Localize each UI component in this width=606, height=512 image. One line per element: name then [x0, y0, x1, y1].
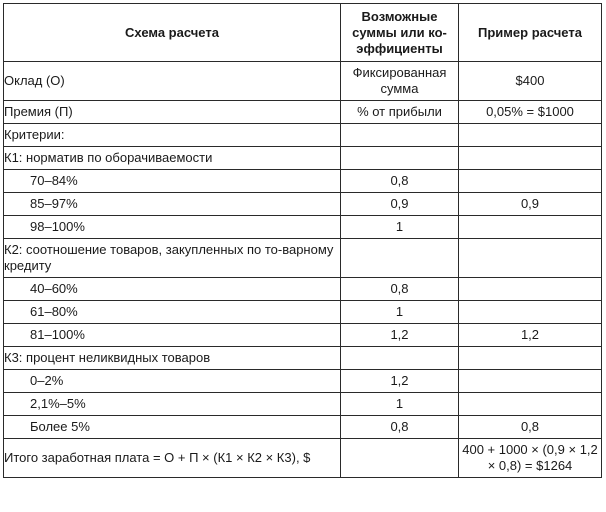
row-example-k3-0-2	[459, 370, 602, 393]
header-scheme: Схема расчета	[4, 4, 341, 62]
row-label-k1-98-100: 98–100%	[4, 216, 341, 239]
row-example-k2-40-60	[459, 278, 602, 301]
table-row	[4, 347, 602, 370]
row-possible-k3	[341, 347, 459, 370]
row-example-k1	[459, 147, 602, 170]
row-example-k1-70-84	[459, 170, 602, 193]
row-label-bonus: Премия (П)	[4, 101, 341, 124]
row-example-k1-85-97: 0,9	[459, 193, 602, 216]
row-possible-k2-81-100: 1,2	[341, 324, 459, 347]
table-row	[4, 147, 602, 170]
row-example-k2-81-100: 1,2	[459, 324, 602, 347]
row-example-k3-over-5: 0,8	[459, 416, 602, 439]
row-example-k2	[459, 239, 602, 278]
row-possible-k2	[341, 239, 459, 278]
row-label-k2: К2: соотношение товаров, закупленных по то-варному кредиту	[4, 239, 341, 278]
salary-calculation-table	[3, 3, 602, 478]
row-possible-k1-70-84: 0,8	[341, 170, 459, 193]
table-row	[4, 370, 602, 393]
row-possible-criteria	[341, 124, 459, 147]
row-example-criteria	[459, 124, 602, 147]
table-row	[4, 101, 602, 124]
header-possible: Возможные суммы или ко-эффициенты	[341, 4, 459, 62]
row-label-k1-85-97: 85–97%	[4, 193, 341, 216]
row-possible-salary: Фиксированная сумма	[341, 62, 459, 101]
table-row	[4, 278, 602, 301]
row-example-k1-98-100	[459, 216, 602, 239]
row-label-k2-40-60: 40–60%	[4, 278, 341, 301]
row-possible-k3-2-5: 1	[341, 393, 459, 416]
row-possible-k1	[341, 147, 459, 170]
row-label-criteria: Критерии:	[4, 124, 341, 147]
row-example-salary: $400	[459, 62, 602, 101]
row-label-k2-81-100: 81–100%	[4, 324, 341, 347]
row-label-k3-2-5: 2,1%–5%	[4, 393, 341, 416]
row-label-salary: Оклад (О)	[4, 62, 341, 101]
table-row	[4, 393, 602, 416]
table-row	[4, 170, 602, 193]
table-row	[4, 324, 602, 347]
row-label-k1-70-84: 70–84%	[4, 170, 341, 193]
row-label-k1: К1: норматив по оборачиваемости	[4, 147, 341, 170]
row-possible-k2-61-80: 1	[341, 301, 459, 324]
header-row	[4, 4, 602, 62]
row-example-bonus: 0,05% = $1000	[459, 101, 602, 124]
row-label-k3-over-5: Более 5%	[4, 416, 341, 439]
table-row	[4, 301, 602, 324]
table-row	[4, 416, 602, 439]
row-example-k2-61-80	[459, 301, 602, 324]
row-example-k3	[459, 347, 602, 370]
total-formula: Итого заработная плата = О + П × (К1 × К2 × К3), $	[4, 439, 341, 478]
row-example-k3-2-5	[459, 393, 602, 416]
row-possible-k3-0-2: 1,2	[341, 370, 459, 393]
row-possible-k1-85-97: 0,9	[341, 193, 459, 216]
total-possible	[341, 439, 459, 478]
header-example: Пример расчета	[459, 4, 602, 62]
table-row	[4, 193, 602, 216]
row-label-k3: К3: процент неликвидных товаров	[4, 347, 341, 370]
total-example: 400 + 1000 × (0,9 × 1,2 × 0,8) = $1264	[459, 439, 602, 478]
total-row	[4, 439, 602, 478]
table-row	[4, 124, 602, 147]
row-possible-k2-40-60: 0,8	[341, 278, 459, 301]
row-possible-k1-98-100: 1	[341, 216, 459, 239]
row-label-k2-61-80: 61–80%	[4, 301, 341, 324]
row-label-k3-0-2: 0–2%	[4, 370, 341, 393]
table-row	[4, 62, 602, 101]
row-possible-bonus: % от прибыли	[341, 101, 459, 124]
table-row	[4, 239, 602, 278]
table-row	[4, 216, 602, 239]
row-possible-k3-over-5: 0,8	[341, 416, 459, 439]
